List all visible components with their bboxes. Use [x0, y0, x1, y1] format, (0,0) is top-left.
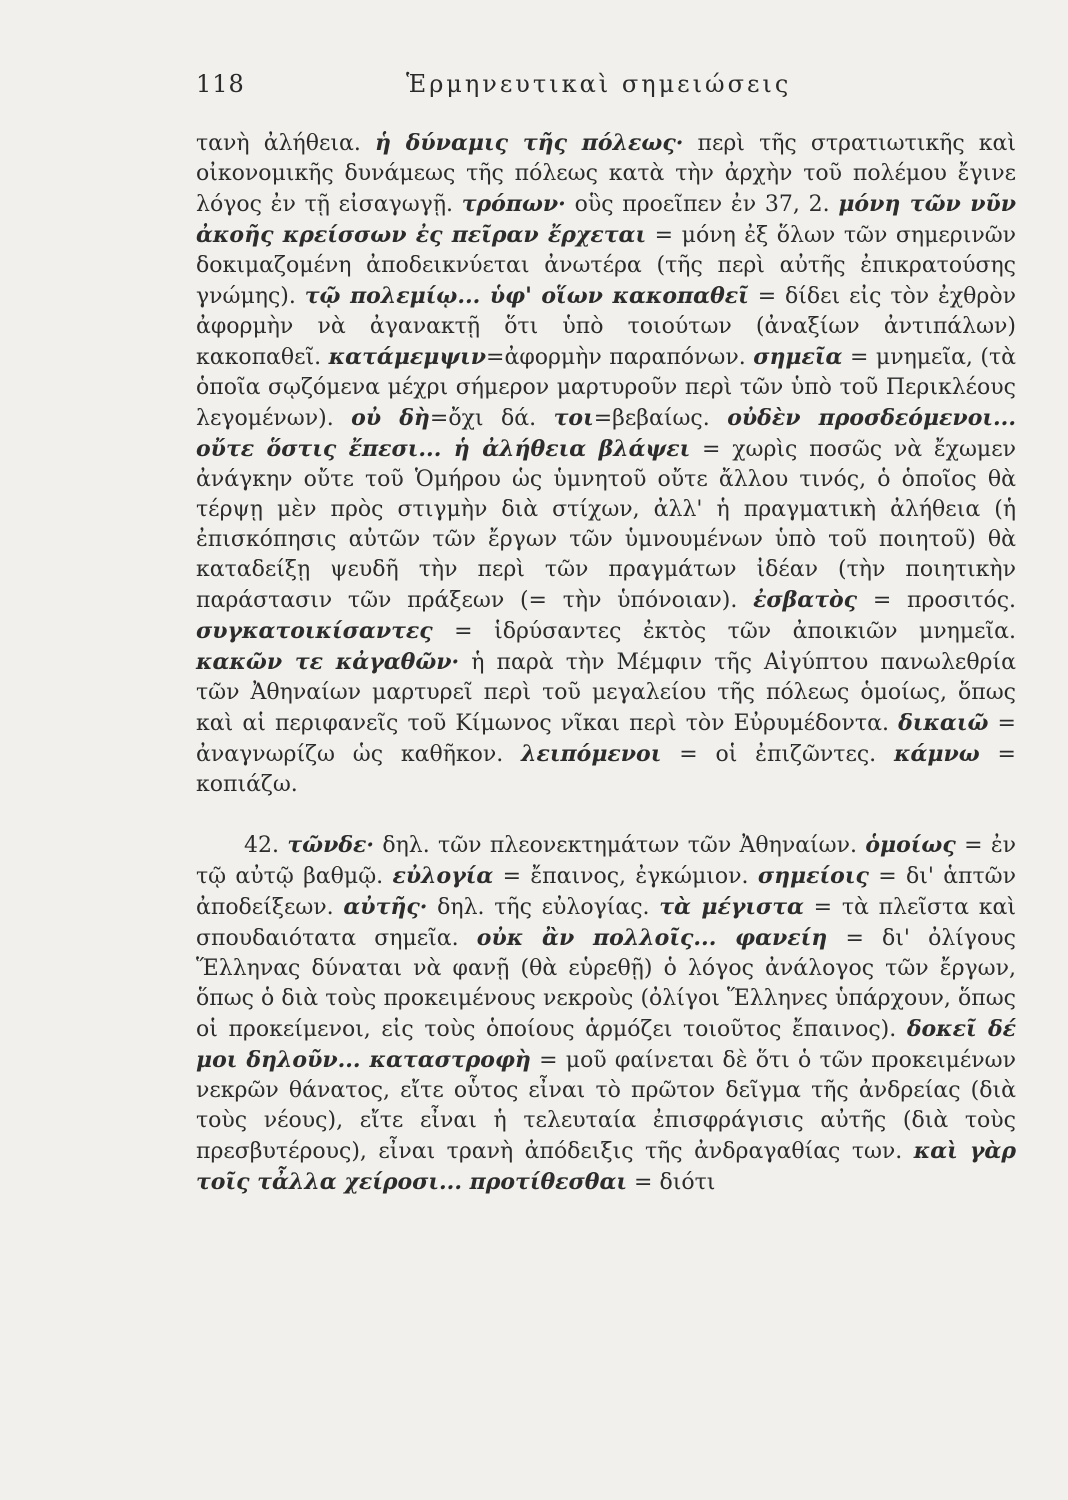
lemma: οὐκ ἂν πολλοῖς... φανείη	[476, 925, 828, 951]
gloss-text: = ἔπαινος, ἐγκώμιον.	[493, 864, 758, 889]
gloss-text: = δι' ὀλίγους Ἕλληνας δύναται νὰ φανῇ (θὰ εὑρεθῇ) ὁ λόγος ἀνάλογος τῶν ἔργων, ὅπως ὁ διὰ τοὺς προκειμένους νεκροὺς (ὀλίγοι Ἕλληνες ὑπάρχουν, ὅπως οἱ προκείμενοι, εἰς τοὺς ὁποίους ἁρμόζει τοιοῦτος ἔπαινος).	[196, 926, 1016, 1042]
lemma: σημείοις	[757, 863, 869, 889]
lemma: κακῶν τε κἀγαθῶν·	[196, 649, 460, 675]
gloss-text: = χωρὶς ποσῶς νὰ ἔχωμεν ἀνάγκην οὔτε τοῦ Ὁμήρου ὡς ὑμνητοῦ οὔτε ἄλλου τινός, ὁ ὁποῖος θὰ τέρψῃ μὲν πρὸς στιγμὴν διὰ στίχων, ἀλλ' ἡ πραγματικὴ ἀλήθεια (ἡ ἐπισκόπησις αὐτῶν τῶν ἔργων τῶν ὑμνουμένων ὑπὸ τοῦ ποιητοῦ) θὰ καταδείξῃ ψευδῆ τὴν περὶ τῶν πραγμάτων ἰδέαν (τὴν ποιητικὴν παράστασιν τῶν πράξεων (= τὴν ὑπόνοιαν).	[196, 437, 1016, 613]
lemma: σημεῖα	[753, 344, 843, 370]
lemma: κατάμεμψιν	[328, 344, 487, 370]
gloss-text: = οἱ ἐπιζῶντες.	[661, 742, 894, 767]
lemma: ἐσβατὸς	[753, 587, 858, 613]
gloss-text: τανὴ ἀλήθεια.	[196, 131, 375, 156]
lemma: δικαιῶ	[898, 710, 989, 736]
gloss-text: = ἐν τῷ αὐτῷ βαθμῷ.	[196, 833, 1017, 889]
lemma: λειπόμενοι	[521, 741, 662, 767]
lemma: δοκεῖ δέ μοι δηλοῦν... καταστροφὴ	[196, 1016, 1016, 1073]
gloss-text: = μοῦ φαίνεται δὲ ὅτι ὁ τῶν προκειμένων νεκρῶν θάνατος, εἴτε οὗτος εἶναι τὸ πρῶτον δεῖγμα τῆς ἀνδρείας (διὰ τοὺς νέους), εἴτε εἶναι ἡ τελευταία ἐπισφράγισις αὐτῆς (διὰ τοὺς πρεσβυτέρους), εἶναι τρανὴ ἀπόδειξις τῆς ἀνδραγαθίας των.	[196, 1048, 1016, 1164]
lemma: τρόπων·	[461, 191, 566, 217]
gloss-text: = δι' ἁπτῶν ἀποδείξεων.	[196, 864, 1016, 920]
gloss-text: = διότι	[627, 1170, 716, 1195]
lemma: αὐτῆς·	[343, 894, 428, 920]
commentary-paragraph	[196, 830, 1016, 1198]
running-head: Ἑρμηνευτικαὶ σημειώσεις	[406, 70, 792, 98]
gloss-text: =ὄχι δά.	[429, 406, 554, 431]
section-number: 42.	[244, 833, 288, 858]
lemma: κάμνω	[894, 741, 980, 767]
lemma: ὁμοίως	[865, 832, 956, 858]
gloss-text: = ἱδρύσαντες ἐκτὸς τῶν ἀποικιῶν μνημεῖα.	[432, 619, 1016, 644]
gloss-text: = τὰ πλεῖστα καὶ σπουδαιότατα σημεῖα.	[196, 895, 1016, 951]
gloss-text: = μνημεῖα, (τὰ ὁποῖα σῳζόμενα μέχρι σήμερον μαρτυροῦν περὶ τῶν ὑπὸ τοῦ Περικλέους λεγομένων).	[196, 345, 1017, 431]
lemma: οὐ δὴ	[351, 405, 430, 431]
gloss-text: δηλ. τῶν πλεονεκτημάτων τῶν Ἀθηναίων.	[374, 833, 866, 858]
lemma: τοι	[553, 405, 594, 431]
gloss-text: =ἀφορμὴν παραπόνων.	[486, 345, 754, 370]
gloss-text: =βεβαίως.	[593, 406, 728, 431]
gloss-text: ἡ παρὰ τὴν Μέμφιν τῆς Αἰγύπτου πανωλεθρία τῶν Ἀθηναίων μαρτυρεῖ περὶ τοῦ μεγαλείου τῆς πόλεως ὁμοίως, ὅπως καὶ αἱ περιφανεῖς τοῦ Κίμωνος νῖκαι περὶ τὸν Εὐρυμέδοντα.	[196, 650, 1016, 736]
lemma: τῷ πολεμίῳ... ὑφ' οἵων κακοπαθεῖ	[304, 283, 749, 309]
lemma: τῶνδε·	[287, 832, 375, 858]
lemma: εὐλογία	[392, 863, 494, 889]
commentary-body	[196, 128, 1016, 1198]
lemma: ἡ δύναμις τῆς πόλεως·	[374, 130, 684, 156]
gloss-text: = προσιτός.	[857, 588, 1017, 613]
gloss-text: = κοπιάζω.	[196, 742, 1016, 797]
gloss-text: δηλ. τῆς εὐλογίας.	[427, 895, 660, 920]
lemma: μόνη τῶν νῦν ἀκοῆς κρείσσων ἐς πεῖραν ἔρχεται	[196, 191, 1017, 248]
gloss-text: = ἀναγνωρίζω ὡς καθῆκον.	[196, 711, 1016, 767]
page-number: 118	[196, 70, 245, 98]
gloss-text: = δίδει εἰς τὸν ἐχθρὸν ἀφορμὴν νὰ ἀγανακτῇ ὅτι ὑπὸ τοιούτων (ἀναξίων ἀντιπάλων) κακοπαθεῖ.	[196, 284, 1016, 370]
page-header	[196, 70, 1016, 110]
lemma: τὰ μέγιστα	[659, 894, 804, 920]
lemma: καὶ γὰρ τοῖς τἆλλα χείροσι... προτίθεσθαι	[196, 1138, 1016, 1195]
lemma: οὐδὲν προσδεόμενοι... οὔτε ὅστις ἔπεσι... ἡ ἀλήθεια βλάψει	[196, 405, 1016, 462]
gloss-text: = μόνη ἐξ ὅλων τῶν σημερινῶν δοκιμαζομένη ἀποδεικνύεται ἀνωτέρα (τῆς περὶ αὐτῆς ἐπικρατούσης γνώμης).	[196, 223, 1017, 309]
gloss-text: οὓς προεῖπεν ἐν 37, 2.	[565, 192, 839, 217]
commentary-paragraph	[196, 128, 1016, 800]
lemma: συγκατοικίσαντες	[196, 618, 433, 644]
gloss-text: περὶ τῆς στρατιωτικῆς καὶ οἰκονομικῆς δυνάμεως τῆς πόλεως κατὰ τὴν ἀρχὴν τοῦ πολέμου ἔγινε λόγος ἐν τῇ εἰσαγωγῇ.	[196, 131, 1016, 217]
